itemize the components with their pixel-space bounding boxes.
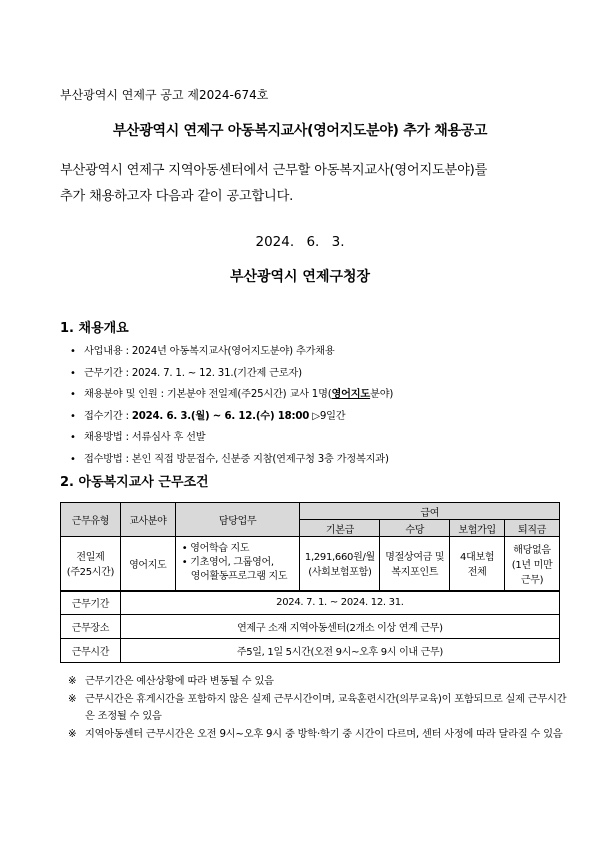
header-severance: 퇴직금 [505,520,560,537]
conditions-table [60,502,560,663]
cell-field: 영어지도 [120,537,175,591]
info-label-place: 근무장소 [61,615,121,639]
header-allowance: 수당 [380,520,450,537]
overview-item-application-method: • 접수방법 : 본인 직접 방문접수, 신분증 지참(연제구청 3층 가정복지과) [70,449,393,471]
cell-severance: 해당없음 (1년 미만 근무) [505,537,560,591]
bullet-icon: • [70,346,76,357]
section-2-title: 2. 아동복지교사 근무조건 [60,475,209,490]
overview-item-business: • 사업내용 : 2024년 아동복지교사(영어지도분야) 추가채용 [70,341,393,363]
duty-item: • 영어학습 지도 [181,543,250,555]
overview-item-application-period: • 접수기간 : 2024. 6. 3.(월) ~ 6. 12.(수) 18:00 ▷9일간 [70,406,393,428]
note-item: ※ 근무시간은 휴게시간을 포함하지 않은 실제 근무시간이며, 교육훈련시간(의무교육)이 포함되므로 실제 근무시간은 조정될 수 있음 [68,693,567,722]
intro-paragraph [60,158,560,210]
cell-base-pay: 1,291,660원/월 (사회보험포함) [300,537,380,591]
note-item: ※ 근무기간은 예산상황에 따라 변동될 수 있음 [68,676,274,687]
info-value-hours: 주5일, 1일 5시간(오전 9시~오후 9시 이내 근무) [120,639,559,663]
info-value-period: 2024. 7. 1. ~ 2024. 12. 31. [120,591,559,615]
bullet-icon: • [70,410,76,422]
document-date: 2024. 6. 3. [255,234,345,250]
duty-item: • 기초영어, 그룹영어, [181,557,274,569]
header-type: 근무유형 [61,503,121,537]
intro-line-1: 부산광역시 연제구 지역아동센터에서 근무할 아동복지교사(영어지도분야)를 [60,163,488,178]
notes-list [68,673,568,743]
bullet-icon: • [70,389,76,401]
info-label-period: 근무기간 [61,591,121,615]
bullet-icon: • [70,432,76,444]
overview-item-positions: • 채용분야 및 인원 : 기본분야 전일제(주25시간) 교사 1명(영어지도분야) [70,384,393,406]
cell-allowance: 명절상여금 및 복지포인트 [380,537,450,591]
header-duties: 담당업무 [175,503,300,537]
header-field: 교사분야 [120,503,175,537]
note-item: ※ 지역아동센터 근무시간은 오전 9시~오후 9시 중 방학·학기 중 시간이 다르며, 센터 사정에 따라 달라질 수 있음 [68,728,563,740]
cell-type: 전일제 (주25시간) [61,537,121,591]
info-value-place: 연제구 소재 지역아동센터(2개소 이상 연계 근무) [120,615,559,639]
overview-item-selection: • 채용방법 : 서류심사 후 선발 [70,427,393,449]
cell-insurance: 4대보험 전체 [450,537,505,591]
overview-item-period: • 근무기간 : 2024. 7. 1. ~ 12. 31.(기간제 근로자) [70,363,393,385]
bullet-icon: • [70,367,76,379]
document-title: 부산광역시 연제구 아동복지교사(영어지도분야) 추가 채용공고 [112,123,488,139]
cell-duties [175,537,300,591]
header-pay: 급여 [300,503,560,520]
info-label-hours: 근무시간 [61,639,121,663]
notice-number: 부산광역시 연제구 공고 제2024-674호 [60,88,269,102]
bullet-icon: • [70,453,76,465]
section-1-title: 1. 채용개요 [60,321,129,336]
issuer: 부산광역시 연제구청장 [229,269,371,285]
header-insurance: 보험가입 [450,520,505,537]
header-base-pay: 기본급 [300,520,380,537]
intro-line-2: 추가 채용하고자 다음과 같이 공고합니다. [60,189,294,204]
overview-list [70,341,393,471]
duty-item: 영어활동프로그램 지도 [190,571,288,583]
